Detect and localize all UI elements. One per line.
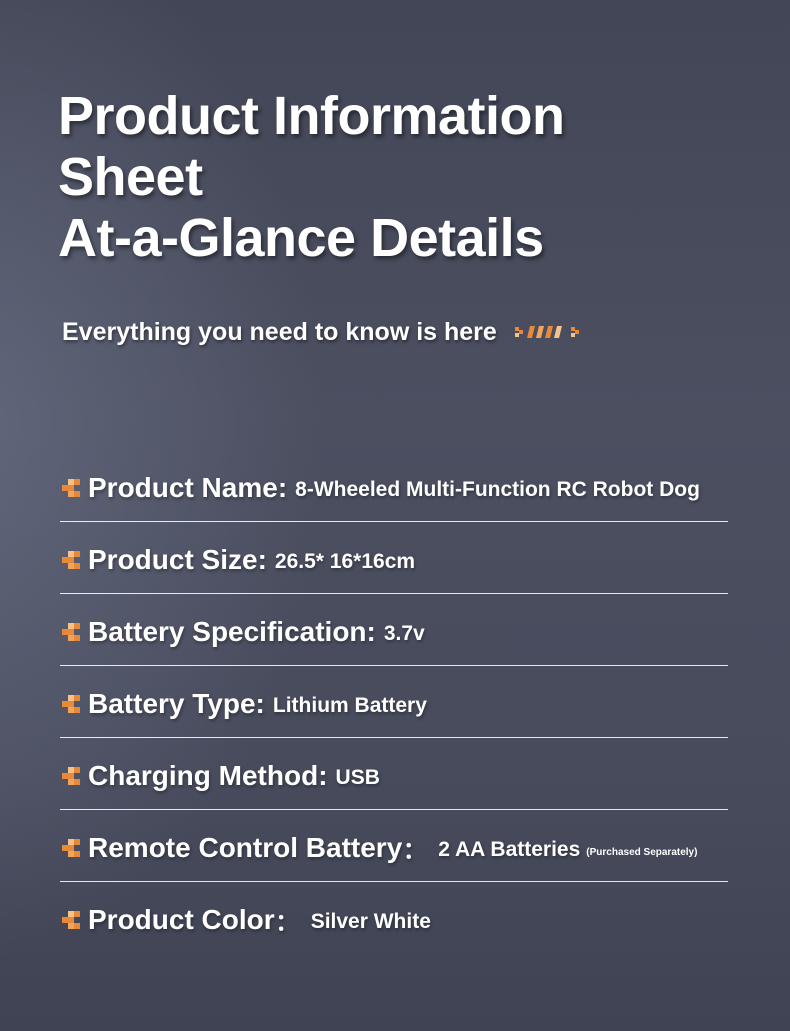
spec-label: Charging Method <box>88 760 319 791</box>
spec-separator: : <box>277 472 288 503</box>
orange-block-icon <box>60 477 82 499</box>
title-line-1: Product Information <box>58 86 565 146</box>
spec-separator: ： <box>402 834 431 865</box>
orange-block-icon <box>60 765 82 787</box>
spec-value: 3.7v <box>383 622 425 645</box>
spec-list <box>60 450 728 954</box>
spec-value: 26.5* 16*16cm <box>274 550 416 573</box>
page-title <box>58 86 564 269</box>
spec-row <box>60 666 728 738</box>
orange-block-icon <box>60 621 82 643</box>
spec-separator: : <box>318 760 328 791</box>
title-line-3: At-a-Glance Details <box>58 208 544 268</box>
spec-separator: : <box>257 544 267 575</box>
spec-label: Battery Specification <box>88 616 367 647</box>
subtitle-text: Everything you need to know is here <box>62 317 497 346</box>
spec-value: 2 AA Batteries <box>438 838 581 861</box>
spec-value: USB <box>335 766 380 789</box>
subtitle <box>62 312 585 352</box>
orange-block-icon <box>60 909 82 931</box>
spec-value: 8-Wheeled Multi-Function RC Robot Dog <box>295 478 700 501</box>
orange-block-icon <box>60 549 82 571</box>
spec-separator: : <box>366 616 376 647</box>
spec-label: Battery Type <box>88 688 256 719</box>
spec-row <box>60 522 728 594</box>
spec-label: Product Size <box>88 544 258 575</box>
orange-block-icon <box>60 837 82 859</box>
spec-value: Lithium Battery <box>272 694 427 717</box>
spec-note: (Purchased Separately) <box>586 846 698 858</box>
spec-separator: : <box>255 688 265 719</box>
orange-block-icon <box>60 693 82 715</box>
spec-row <box>60 450 728 522</box>
spec-separator: ： <box>274 906 303 937</box>
spec-row <box>60 882 728 954</box>
title-line-2: Sheet <box>58 147 203 207</box>
spec-value: Silver White <box>310 910 431 933</box>
spec-row <box>60 810 728 882</box>
spec-row <box>60 738 728 810</box>
spec-label: Product Color <box>88 904 275 935</box>
spec-label: Remote Control Battery <box>88 832 403 863</box>
orange-arrows-icon <box>515 323 585 341</box>
spec-row <box>60 594 728 666</box>
spec-label: Product Name <box>88 472 278 503</box>
